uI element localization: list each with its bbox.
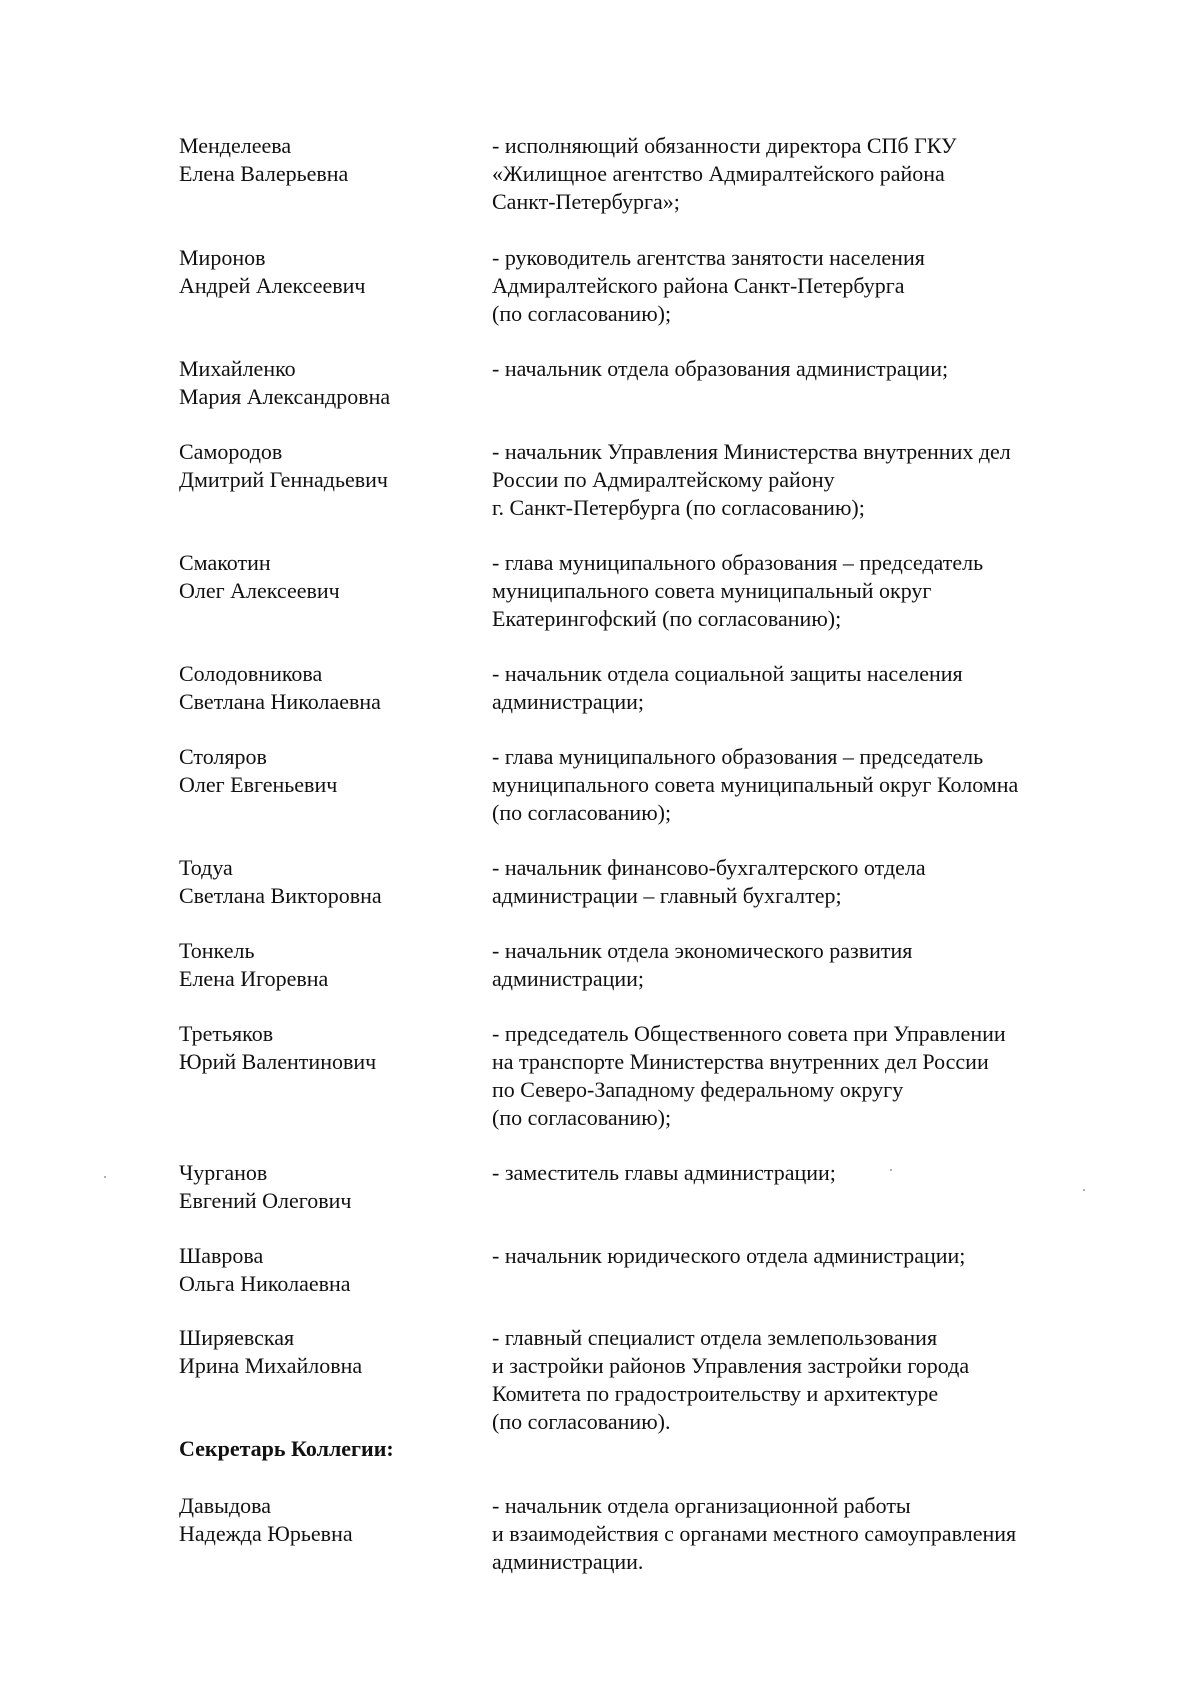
member-name — [179, 438, 479, 494]
scan-speck — [890, 1169, 892, 1171]
member-position — [492, 1324, 1112, 1436]
member-position — [492, 660, 1112, 716]
member-given-names: Олег Алексеевич — [179, 578, 340, 603]
member-name — [179, 854, 479, 910]
member-position — [492, 132, 1112, 216]
member-surname: Самородов — [179, 439, 283, 464]
member-position — [492, 937, 1112, 993]
secretary-heading: Секретарь Коллегии: — [179, 1436, 394, 1461]
position-line: - глава муниципального образования – председатель — [492, 550, 984, 575]
position-line: администрации; — [492, 689, 645, 714]
member-given-names: Елена Игоревна — [179, 966, 329, 991]
member-given-names: Андрей Алексеевич — [179, 273, 366, 298]
member-surname: Тонкель — [179, 938, 255, 963]
position-line: России по Адмиралтейскому району — [492, 467, 835, 492]
position-line: - исполняющий обязанности директора СПб ГКУ — [492, 133, 957, 158]
position-line: - начальник отдела организационной работы — [492, 1493, 911, 1518]
member-surname: Михайленко — [179, 356, 296, 381]
member-given-names: Светлана Викторовна — [179, 883, 382, 908]
position-line: г. Санкт-Петербурга (по согласованию); — [492, 495, 865, 520]
position-line: муниципального совета муниципальный округ — [492, 578, 932, 603]
position-line: - начальник отдела экономического развития — [492, 938, 913, 963]
position-line: (по согласованию); — [492, 800, 672, 825]
position-line: - главный специалист отдела землепользования — [492, 1325, 938, 1350]
scan-speck — [104, 1176, 106, 1178]
position-line: - заместитель главы администрации; — [492, 1160, 836, 1185]
member-given-names: Светлана Николаевна — [179, 689, 381, 714]
member-position — [492, 355, 1112, 383]
secretary-surname: Давыдова — [179, 1493, 271, 1518]
member-given-names: Мария Александровна — [179, 384, 391, 409]
member-given-names: Дмитрий Геннадьевич — [179, 467, 388, 492]
position-line: - начальник юридического отдела администрации; — [492, 1243, 966, 1268]
member-name — [179, 1242, 479, 1298]
member-position — [492, 438, 1112, 522]
position-line: - начальник финансово-бухгалтерского отдела — [492, 855, 926, 880]
member-position — [492, 1159, 1112, 1187]
member-surname: Менделеева — [179, 133, 292, 158]
member-surname: Солодовникова — [179, 661, 323, 686]
member-surname: Смакотин — [179, 550, 271, 575]
position-line: - начальник отдела социальной защиты населения — [492, 661, 963, 686]
member-position — [492, 743, 1112, 827]
position-line: по Северо-Западному федеральному округу — [492, 1077, 904, 1102]
member-name — [179, 1159, 479, 1215]
position-line: администрации – главный бухгалтер; — [492, 883, 842, 908]
member-name — [179, 1020, 479, 1076]
member-name — [179, 132, 479, 188]
position-line: и застройки районов Управления застройки города — [492, 1353, 970, 1378]
position-line: администрации; — [492, 966, 645, 991]
member-name — [179, 937, 479, 993]
member-surname: Столяров — [179, 744, 267, 769]
position-line: Екатерингофский (по согласованию); — [492, 606, 842, 631]
member-surname: Третьяков — [179, 1021, 274, 1046]
member-name — [179, 355, 479, 411]
position-line: Адмиралтейского района Санкт-Петербурга — [492, 273, 905, 298]
position-line: администрации. — [492, 1549, 644, 1574]
position-line: муниципального совета муниципальный округ Коломна — [492, 772, 1019, 797]
position-line: - руководитель агентства занятости населения — [492, 245, 925, 270]
member-given-names: Ольга Николаевна — [179, 1271, 351, 1296]
position-line: - начальник Управления Министерства внутренних дел — [492, 439, 1011, 464]
scan-speck — [1083, 1189, 1085, 1191]
position-line: «Жилищное агентство Адмиралтейского района — [492, 161, 945, 186]
member-position — [492, 1242, 1112, 1270]
position-line: (по согласованию); — [492, 301, 672, 326]
member-name — [179, 244, 479, 300]
secretary-position — [492, 1492, 1112, 1576]
position-line: - начальник отдела образования администрации; — [492, 356, 949, 381]
member-position — [492, 549, 1112, 633]
position-line: (по согласованию); — [492, 1105, 672, 1130]
member-surname: Ширяевская — [179, 1325, 295, 1350]
member-position — [492, 854, 1112, 910]
member-name — [179, 660, 479, 716]
member-given-names: Ирина Михайловна — [179, 1353, 363, 1378]
member-given-names: Евгений Олегович — [179, 1188, 352, 1213]
member-surname: Чурганов — [179, 1160, 268, 1185]
position-line: (по согласованию). — [492, 1409, 671, 1434]
member-name — [179, 743, 479, 799]
member-surname: Миронов — [179, 245, 266, 270]
member-given-names: Юрий Валентинович — [179, 1049, 377, 1074]
position-line: Санкт-Петербурга»; — [492, 189, 680, 214]
member-given-names: Елена Валерьевна — [179, 161, 349, 186]
secretary-name — [179, 1492, 479, 1548]
position-line: Комитета по градостроительству и архитектуре — [492, 1381, 939, 1406]
position-line: - глава муниципального образования – председатель — [492, 744, 984, 769]
member-surname: Тодуа — [179, 855, 233, 880]
member-surname: Шаврова — [179, 1243, 264, 1268]
member-name — [179, 1324, 479, 1380]
member-position — [492, 244, 1112, 328]
secretary-given-names: Надежда Юрьевна — [179, 1521, 353, 1546]
position-line: и взаимодействия с органами местного самоуправления — [492, 1521, 1017, 1546]
member-name — [179, 549, 479, 605]
position-line: на транспорте Министерства внутренних дел России — [492, 1049, 989, 1074]
member-given-names: Олег Евгеньевич — [179, 772, 338, 797]
member-position — [492, 1020, 1112, 1132]
position-line: - председатель Общественного совета при Управлении — [492, 1021, 1006, 1046]
